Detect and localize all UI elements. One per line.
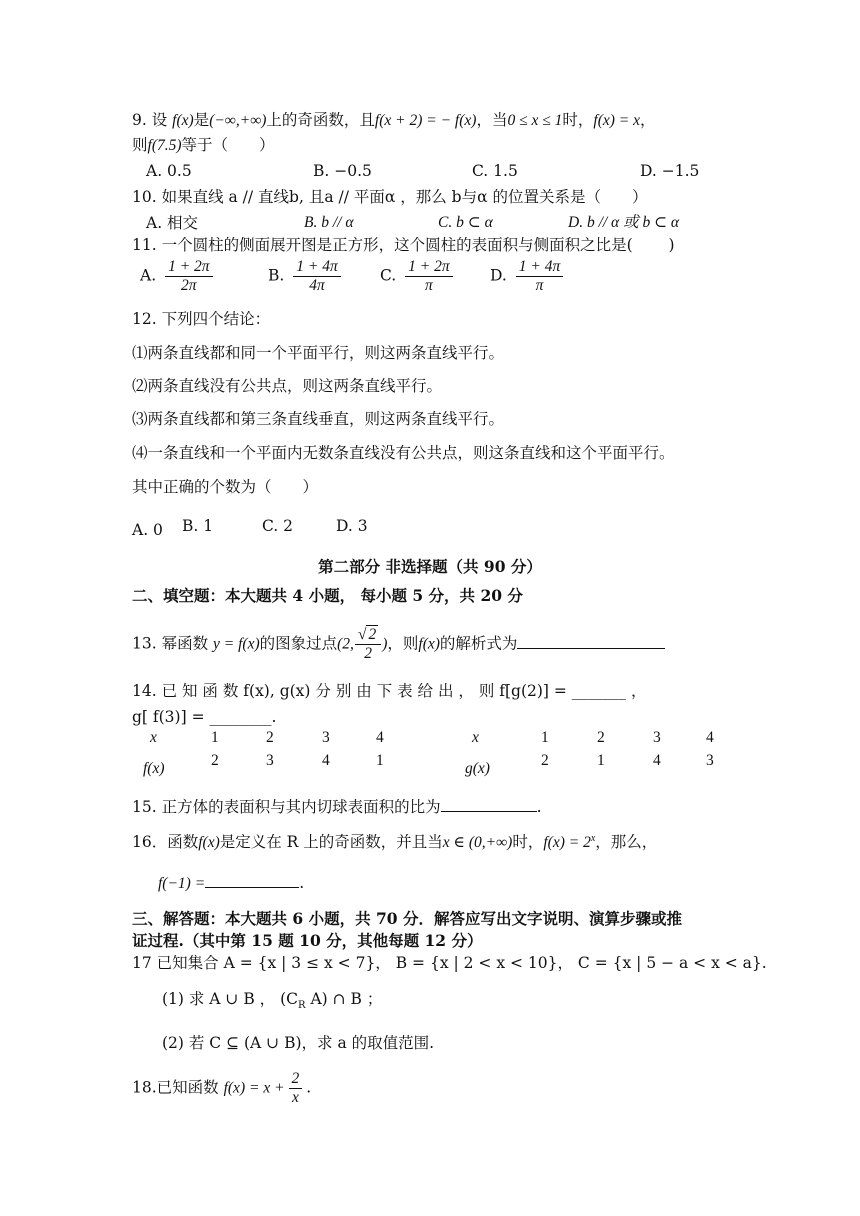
table-g-y1: 2 [541,752,549,769]
q9-condition: 0 ≤ x ≤ 1 [507,112,563,129]
q13-answer-blank[interactable] [517,648,665,649]
q11-option-b-label: B. [268,266,285,285]
q12-item-1: ⑴两条直线都和同一个平面平行，则这两条直线平行。 [132,344,505,362]
table-f-y1: 2 [211,752,219,769]
q11-option-b [268,258,345,295]
q9-option-c: C. 1.5 [472,162,518,180]
q13-point-close: ) [382,635,388,653]
q11-option-a [140,258,217,295]
table-g-y2: 1 [597,752,605,769]
q17-stem: 17 已知集合 A = {x | 3 ≤ x < 7}， B = {x | 2 < x < 10}， C = {x | 5 − a < x < a}. [132,954,767,972]
q11-d-num: 1 + 4π [516,258,563,277]
q17-sub1-text: (1) 求 A ∪ B ， (C [162,990,298,1008]
q9-option-a: A. 0.5 [146,162,192,180]
q13-den: 2 [364,645,372,662]
q11-option-c-fraction [405,258,452,295]
q10-option-b: B. b // α [304,214,354,231]
q13-num: √ 2 [355,626,381,645]
q11-option-c-label: C. [380,266,397,285]
q16-answer-label: f(−1) = [158,875,206,892]
q9-text-h: 等于（ ） [181,136,275,154]
section3-title-line2: 证过程.（其中第 15 题 10 分，其他每题 12 分） [132,931,483,950]
q17-sub1 [162,988,382,1017]
q9-text-b: 是 [193,111,210,129]
q18-fraction [289,1070,303,1107]
q13-expr: y = f(x) [213,635,260,653]
q13-fraction [355,626,381,663]
q18-line [132,1070,311,1107]
table-f-x4: 4 [376,729,384,746]
q16-text: 16．函数 [132,833,199,852]
q15-end: . [536,798,542,816]
q9-text-e: 时， [562,111,594,129]
table-g-x1: 1 [541,729,549,746]
q13-text-c: ，则 [387,634,419,653]
table-f-x1: 1 [211,729,219,746]
q11-option-b-fraction [293,258,340,295]
table-f-x3: 3 [322,729,330,746]
q11-a-num: 1 + 2π [165,258,212,277]
q11-option-d-fraction [516,258,563,295]
q11-option-c [380,258,457,295]
table-f-x2: 2 [266,729,274,746]
q13-sqrt: 2 [368,626,377,643]
q15-answer-blank[interactable] [441,811,537,812]
q15-text: 15. 正方体的表面积与其内切球表面积的比为 [132,798,441,816]
q18-expr: f(x) = x + [223,1079,285,1097]
q18-num: 2 [289,1070,303,1089]
q16-text-d: ，那么， [595,833,658,852]
q17-sub2: (2) 若 C ⊆ (A ∪ B)，求 a 的取值范围. [162,1034,435,1052]
table-g-y4: 3 [706,752,714,769]
q16-condition: x ∈ (0,+∞) [442,834,513,852]
q9-relation: f(x + 2) = − f(x) [374,112,477,129]
q12-option-b: B. 1 [182,517,214,535]
q16-text-c: 时， [512,833,544,852]
q12-stem: 12. 下列四个结论： [132,310,271,328]
q10-stem: 10. 如果直线 a // 直线b, 且a // 平面α ，那么 b与α 的位置关系是（ ） [132,188,648,206]
q17-sub1-subscript: R [298,1000,306,1012]
q13-fx: f(x) [418,635,440,653]
q9-interval: (−∞,+∞) [209,112,267,129]
q9-fx: f(x) [172,112,194,129]
q16-fx: f(x) [198,834,220,852]
table-f-y3: 4 [322,752,330,769]
q13-text-d: 的解析式为 [439,634,518,653]
q16-text-b: 是定义在 R 上的奇函数，并且当 [219,833,443,852]
q16-answer-blank[interactable] [205,887,299,888]
q12-option-d: D. 3 [336,517,368,535]
table-g-y3: 4 [653,752,661,769]
q9-line2 [132,134,275,157]
q10-option-a: A. 相交 [146,214,199,232]
q16-end: . [299,874,305,892]
q12-item-4: ⑷一条直线和一个平面内无数条直线没有公共点，则这条直线和这个平面平行。 [132,444,675,462]
q9-option-b: B. −0.5 [313,162,372,180]
q11-stem: 11. 一个圆柱的侧面展开图是正方形，这个圆柱的表面积与侧面积之比是( ) [132,236,675,254]
q16-definition: f(x) = 2 [543,834,591,852]
q11-option-a-label: A. [140,266,157,285]
q14-line2: g[ f(3)] = ________. [132,708,277,726]
table-g-x4: 4 [706,729,714,746]
table-f-y2: 3 [266,752,274,769]
q16-exponent: x [590,833,596,844]
q10-option-d: D. b // α 或 b ⊂ α [568,214,680,231]
part2-title: 第二部分 非选择题（共 90 分） [318,557,542,576]
q11-b-num: 1 + 4π [293,258,340,277]
q16-line1 [132,828,657,854]
q12-option-c: C. 2 [262,517,294,535]
q11-c-num: 1 + 2π [405,258,452,277]
q9-option-d: D. −1.5 [640,162,700,180]
q14-line1: 14. 已 知 函 数 f(x), g(x) 分 别 由 下 表 给 出 ， 则 f[g(2)] = _______ ， [132,682,647,700]
q9-text-c: 上的奇函数，且 [266,111,375,129]
q12-option-a: A. 0 [132,521,163,539]
q11-b-den: 4π [309,277,325,294]
q12-ask: 其中正确的个数为（ ） [132,478,319,496]
table-g-x-label: x [472,729,479,746]
q18-text: 18.已知函数 [132,1078,219,1097]
q17-sub1-end: A) ∩ B ； [305,990,383,1008]
q9-line1 [132,109,656,132]
q12-item-3: ⑶两条直线都和第三条直线垂直，则这两条直线平行。 [132,410,505,428]
q9-definition: f(x) = x [593,112,640,129]
table-g-x3: 3 [653,729,661,746]
q9-target: f(7.5) [147,137,182,154]
table-g-x2: 2 [597,729,605,746]
q18-end: . [306,1078,312,1097]
q11-c-den: π [425,277,433,294]
section2-title: 二、填空题：本大题共 4 小题， 每小题 5 分，共 20 分 [132,586,523,605]
q16-line2 [158,872,304,895]
q13-text: 13. 幂函数 [132,634,209,653]
q15-line [132,796,542,818]
table-g-label: g(x) [465,760,490,777]
q13-line [132,626,665,663]
q9-text-f: ， [640,111,656,129]
q13-text-b: 的图象过点 [259,634,338,653]
q9-text: 9. 设 [132,111,168,129]
q11-d-den: π [535,277,544,294]
q11-option-d-label: D. [490,266,507,285]
table-f-y4: 1 [376,752,384,769]
q11-option-a-fraction [165,258,212,295]
table-f-label: f(x) [143,760,165,777]
q11-a-den: 2π [181,277,197,294]
section3-title-line1: 三、解答题：本大题共 6 小题，共 70 分．解答应写出文字说明、演算步骤或推 [132,909,682,928]
q13-point-open: (2, [337,635,354,653]
q9-text-g: 则 [132,136,148,154]
q10-option-c: C. b ⊂ α [438,214,493,231]
q18-den: x [291,1089,299,1106]
q12-item-2: ⑵两条直线没有公共点，则这两条直线平行。 [132,377,443,395]
table-f-x-label: x [150,729,157,746]
q11-option-d [490,258,567,295]
q9-text-d: ，当 [476,111,508,129]
